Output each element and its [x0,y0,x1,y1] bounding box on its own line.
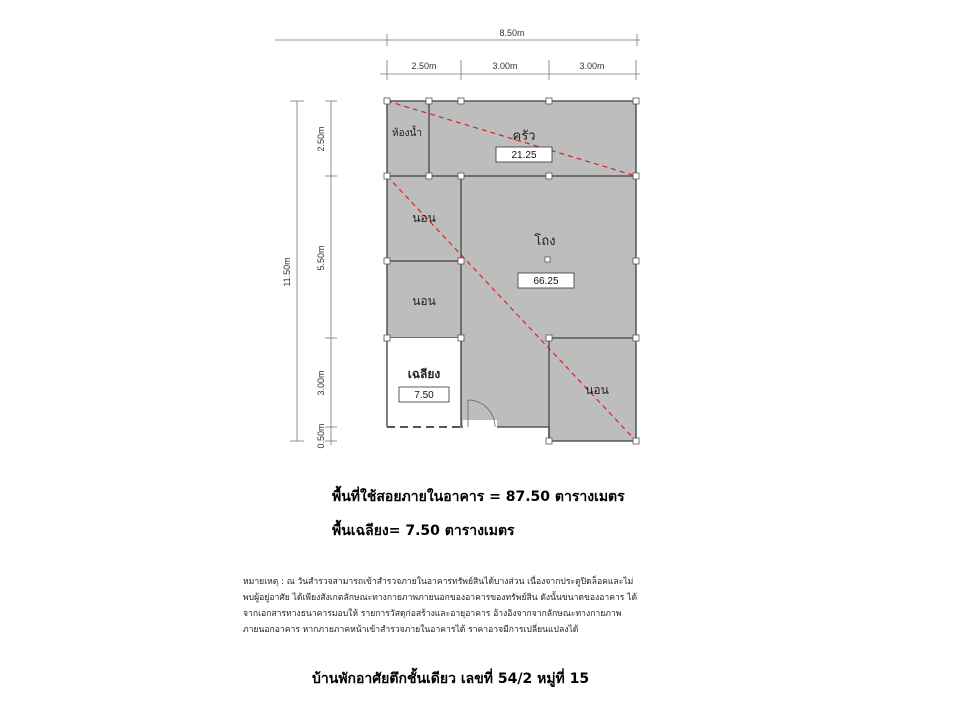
kitchen-area: 21.25 [511,150,537,161]
bedroom-1-label: นอน [412,211,436,225]
top-dimension-total [275,34,640,46]
porch-label: เฉลียง [407,367,441,381]
bedroom-3-label: นอน [585,383,609,397]
total-width-label: 8.50m [499,28,525,38]
kitchen-label: ครัว [512,129,536,144]
hall-area: 66.25 [533,276,559,287]
property-title: บ้านพักอาศัยตึกชั้นเดียว เลขที่ 54/2 หมู่ที่ 15 [312,671,590,687]
height-segment-4: 0.50m [316,423,326,449]
porch-area-summary: พื้นเฉลียง= 7.50 ตารางเมตร [332,523,515,539]
total-height-label: 11.50m [282,257,292,287]
width-segment-1: 2.50m [411,61,437,71]
left-dimension-segments [325,101,337,445]
bathroom-label: ห้องน้ำ [392,128,422,139]
porch-area: 7.50 [414,390,434,401]
width-segment-3: 3.00m [579,61,605,71]
height-segment-3: 3.00m [316,370,326,396]
width-segment-2: 3.00m [492,61,518,71]
bedroom-2-label: นอน [412,294,436,308]
usable-area-summary: พื้นที่ใช้สอยภายในอาคาร = 87.50 ตารางเมตร [332,489,625,505]
hall-label: โถง [534,234,556,249]
porch-outline [387,338,461,427]
height-segment-2: 5.50m [316,245,326,271]
left-dimension-total [290,101,304,441]
height-segment-1: 2.50m [316,126,326,152]
remark-note: หมายเหตุ : ณ วันสำรวจสามารถเข้าสำรวจภายในอาคารทรัพย์สินได้บางส่วน เนื่องจากประตูปิดล็อคและไม่ พบผู้อยู่อาศัย ได้เพียงสังเกตลักษณะทางกายภาพภายนอกของอาคารของทรัพย์สิน ดังนั้นขนาดของอาคาร ได้ จากเอกสารทางธนาคารมอบให้ รายการวัสดุก่อสร้างและอายุอาคาร อ้างอิงจากจากลักษณะทางกายภาพ ภายนอกอาคาร หากภายภาคหน้าเข้าสำรวจภายในอาคารได้ ราคาอาจมีการเปลี่ยนแปลงได้ [243,577,638,635]
